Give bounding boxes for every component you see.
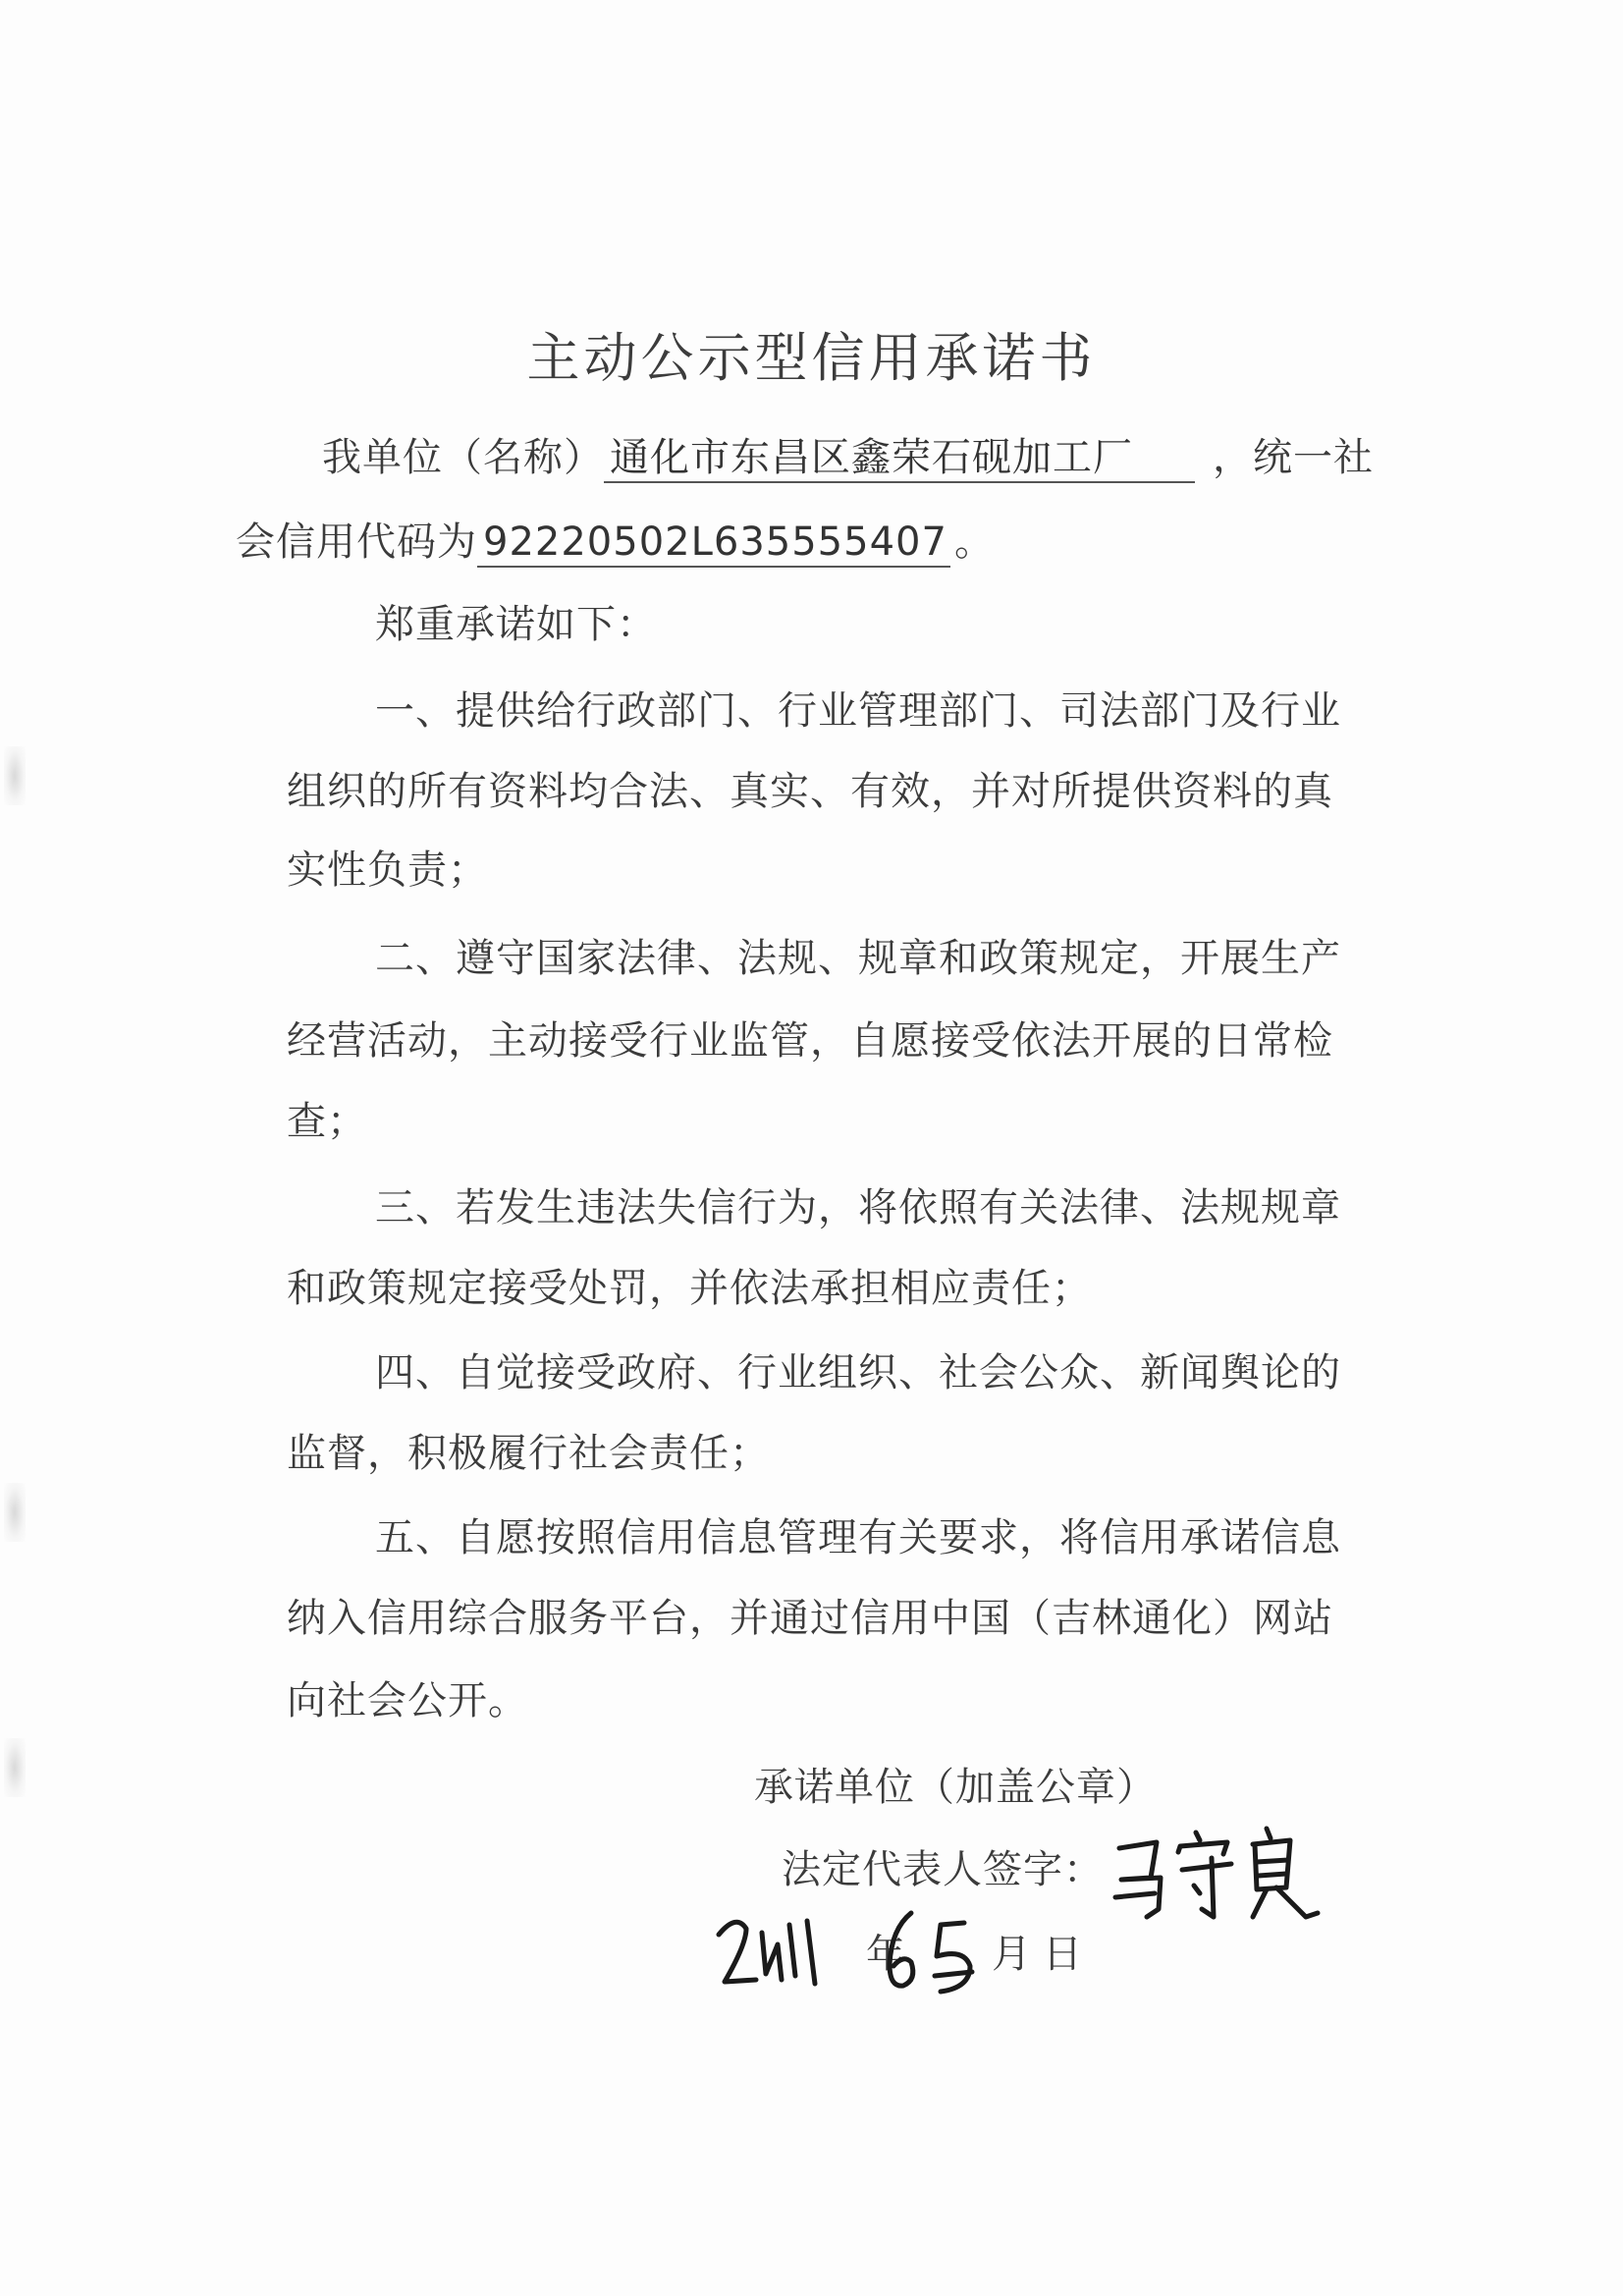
clause4-line1: 四、自觉接受政府、行业组织、社会公众、新闻舆论的 (375, 1350, 1341, 1395)
intro-line-1 (322, 434, 1374, 483)
clause3-line1: 三、若发生违法失信行为，将依照有关法律、法规规章 (375, 1185, 1341, 1230)
clause1-line1: 一、提供给行政部门、行业管理部门、司法部门及行业 (375, 688, 1341, 734)
clause5-line2: 纳入信用综合服务平台，并通过信用中国（吉林通化）网站 (287, 1596, 1333, 1641)
document-title: 主动公示型信用承诺书 (526, 327, 1097, 389)
date-year-label: 年 (866, 1932, 906, 1977)
clause5-line1: 五、自愿按照信用信息管理有关要求，将信用承诺信息 (375, 1515, 1341, 1560)
scan-speck (4, 746, 26, 805)
signature-year-text (746, 2023, 751, 2025)
signature-name-text (1109, 1950, 1115, 1953)
company-name: 通化市东昌区鑫荣石砚加工厂 (604, 434, 1195, 483)
code-suffix: 。 (954, 519, 995, 565)
intro-suffix: ，统一社 (1213, 435, 1374, 480)
clause2-line2: 经营活动，主动接受行业监管，自愿接受依法开展的日常检 (287, 1018, 1333, 1064)
clause2-line3: 查； (287, 1099, 367, 1144)
clause1-line2: 组织的所有资料均合法、真实、有效，并对所提供资料的真 (287, 769, 1333, 814)
handwritten-signature (1109, 1819, 1325, 1946)
handwritten-date (707, 1886, 1080, 2023)
clause5-line3: 向社会公开。 (287, 1678, 528, 1723)
scan-speck (4, 1738, 26, 1797)
date-day-label: 日 (1043, 1932, 1083, 1977)
clause1-line3: 实性负责； (287, 847, 488, 893)
clause4-line2: 监督，积极履行社会责任； (287, 1431, 770, 1476)
intro-prefix: 我单位（名称） (322, 435, 604, 480)
intro-line-2 (236, 519, 995, 568)
credit-code: 92220502L635555407 (477, 519, 950, 568)
promising-unit-label: 承诺单位（加盖公章） (754, 1765, 1157, 1810)
date-month-label: 月 (992, 1932, 1032, 1977)
legal-rep-label: 法定代表人签字： (782, 1847, 1104, 1892)
scan-speck (4, 1483, 26, 1542)
code-prefix: 会信用代码为 (236, 519, 477, 565)
signature-day-text (943, 2023, 944, 2025)
clause2-line1: 二、遵守国家法律、法规、规章和政策规定，开展生产 (375, 936, 1341, 981)
clause3-line2: 和政策规定接受处罚，并依法承担相应责任； (287, 1266, 1092, 1311)
promise-heading: 郑重承诺如下： (375, 602, 657, 647)
signature-month-text (884, 2023, 885, 2025)
